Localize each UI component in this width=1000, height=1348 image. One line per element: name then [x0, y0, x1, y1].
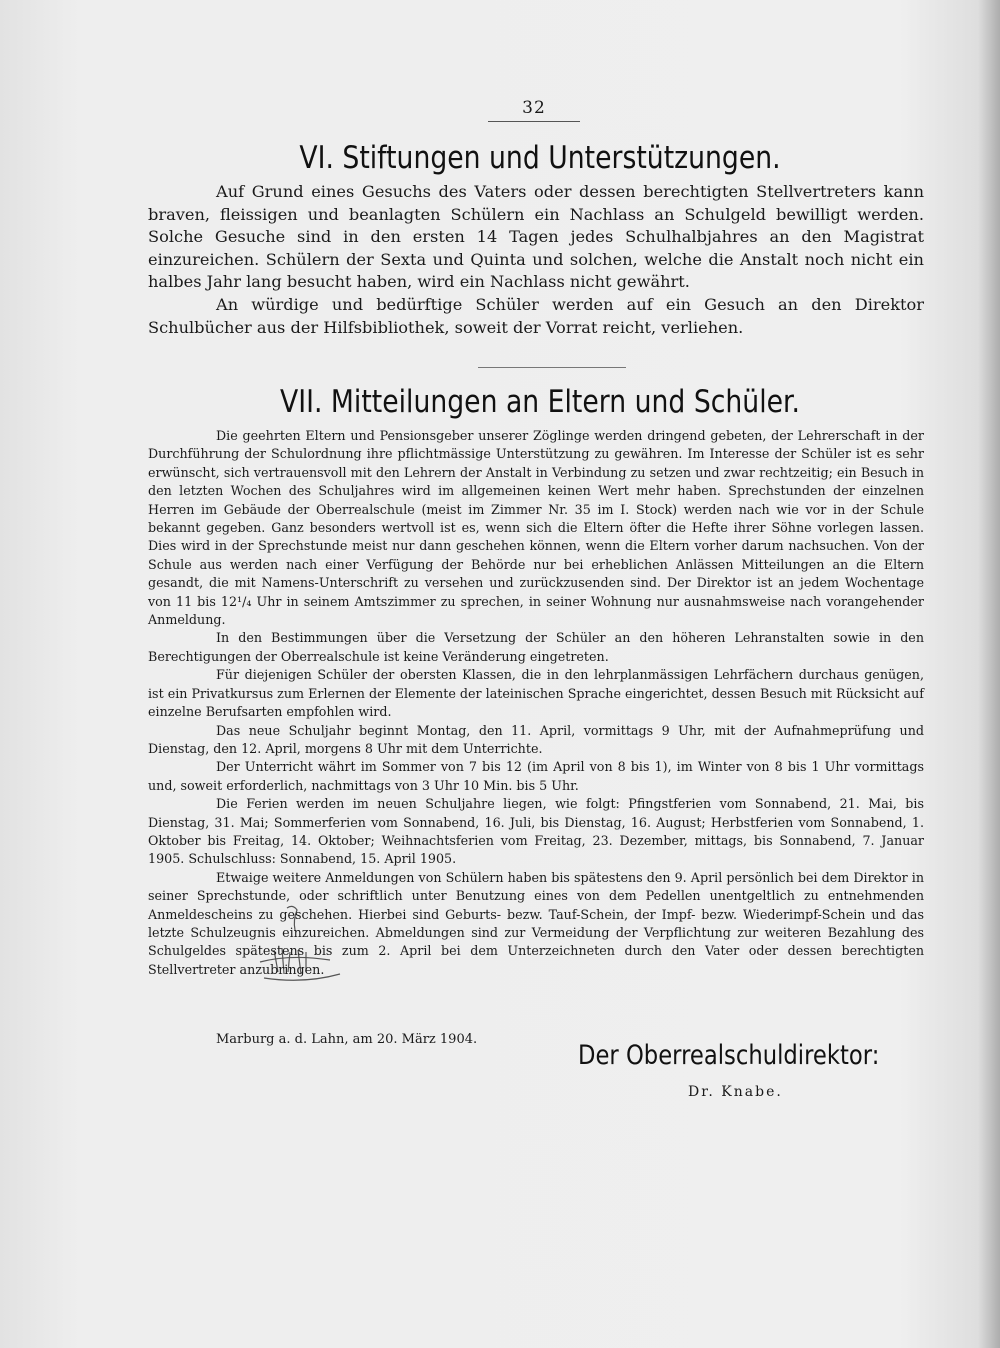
page-number-rule	[488, 121, 580, 122]
ink-stamp-mark	[212, 900, 382, 990]
signer-name: Dr. Knabe.	[688, 1084, 783, 1100]
section-vii-paragraph: Der Unterricht währt im Sommer von 7 bis 12 (im April von 8 bis 1), im Winter von 8 bis 1 Uhr vormittags und, soweit erforderlich, nachmittags von 3 Uhr 10 Min. bis 5 Uhr.	[148, 759, 924, 793]
section-vi-paragraph: Auf Grund eines Gesuchs des Vaters oder dessen berechtigten Stellvertreters kann braven, fleissigen und beanlagten Schülern ein Nachlass an Schulgeld bewilligt werden. Solche Gesuche sind in den ersten 14 Tagen jedes Schulhalbjahres an den Magistrat einzureichen. Schülern der Sexta und Quinta und solchen, welche die Anstalt noch nicht ein halbes Jahr lang besucht haben, wird ein Nachlass nicht gewährt.	[148, 182, 924, 292]
section-vi-body	[148, 181, 924, 339]
page-edge-shadow	[978, 0, 1000, 1348]
section-vii-paragraph: Für diejenigen Schüler der obersten Klassen, die in den lehrplanmässigen Lehrfächern durchaus genügen, ist ein Privatkursus zum Erlernen der Elemente der lateinischen Sprache eingerichtet, dessen Besuch mit Rücksicht auf einzelne Berufsarten empfohlen wird.	[148, 667, 924, 720]
section-vii-paragraph: In den Bestimmungen über die Versetzung der Schüler an den höheren Lehranstalten sowie in den Berechtigungen der Oberrealschule ist keine Veränderung eingetreten.	[148, 630, 924, 664]
section-vii-paragraph: Die geehrten Eltern und Pensionsgeber unserer Zöglinge werden dringend gebeten, der Lehrerschaft in der Durchführung der Schulordnung ihre pflichtmässige Unterstützung zu gewähren. Im Interesse der Schüler ist es sehr erwünscht, sich vertrauensvoll mit den Lehrern der Anstalt in Verbindung zu setzen und zwar rechtzeitig; ein Besuch in den letzten Wochen des Schuljahres wird im allgemeinen keinen Wert mehr haben. Sprechstunden der einzelnen Herren im Gebäude der Oberrealschule (meist im Zimmer Nr. 35 im I. Stock) werden nach wie vor in der Schule bekannt gegeben. Ganz besonders wertvoll ist es, wenn sich die Eltern öfter die Hefte ihrer Söhne vorlegen lassen. Dies wird in der Sprechstunde meist nur dann geschehen können, wenn die Eltern vorher darum nachsuchen. Von der Schule aus werden nach einer Verfügung der Behörde nur bei erheblichen Anlässen Mitteilungen an die Eltern gesandt, die mit Namens-Unterschrift zu versehen und zurückzusenden sind. Der Direktor ist an jedem Wochentage von 11 bis 12¹/₄ Uhr in seinem Amtszimmer zu sprechen, in seiner Wohnung nur ausnahmsweise nach vorangehender Anmeldung.	[148, 428, 924, 628]
section-vii-paragraph: Die Ferien werden im neuen Schuljahre liegen, wie folgt: Pfingstferien vom Sonnabend, 21. Mai, bis Dienstag, 31. Mai; Sommerferien vom Sonnabend, 16. Juli, bis Dienstag, 16. August; Herbstferien vom Sonnabend, 1. Oktober bis Freitag, 14. Oktober; Weihnachtsferien vom Freitag, 23. Dezember, mittags, bis Sonnabend, 7. Januar 1905. Schulschluss: Sonnabend, 15. April 1905.	[148, 796, 924, 867]
section-separator	[478, 367, 626, 368]
signer-title: Der Oberrealschuldirektor:	[578, 1040, 880, 1071]
section-vi-paragraph: An würdige und bedürftige Schüler werden auf ein Gesuch an den Direktor Schulbücher aus der Hilfsbibliothek, soweit der Vorrat reicht, verliehen.	[148, 294, 924, 337]
section-vii-heading: VII. Mitteilungen an Eltern und Schüler.	[280, 384, 800, 420]
section-vii-paragraph: Etwaige weitere Anmeldungen von Schülern haben bis spätestens den 9. April persönlich bei dem Direktor in seiner Sprechstunde, oder schriftlich unter Benutzung eines von dem Pedellen unentgeltlich zu entnehmenden Anmeldescheins zu geschehen. Hierbei sind Geburts- bezw. Tauf-Schein, der Impf- bezw. Wiederimpf-Schein und das letzte Schulzeugnis einzureichen. Abmeldungen sind zur Vermeidung der Verpflichtung zur weiteren Bezahlung des Schulgeldes spätestens bis zum 2. April bei dem Unterzeichneten durch den Vater oder dessen berechtigten Stellvertreter anzubringen.	[148, 869, 924, 977]
place-date-line: Marburg a. d. Lahn, am 20. März 1904.	[216, 1032, 478, 1047]
page-number: 32	[522, 98, 546, 118]
section-vii-body	[148, 427, 924, 979]
section-vi-heading: VI. Stiftungen und Unterstützungen.	[299, 140, 781, 176]
section-vii-paragraph: Das neue Schuljahr beginnt Montag, den 11. April, vormittags 9 Uhr, mit der Aufnahmeprüfung und Dienstag, den 12. April, morgens 8 Uhr mit dem Unterrichte.	[148, 722, 924, 756]
